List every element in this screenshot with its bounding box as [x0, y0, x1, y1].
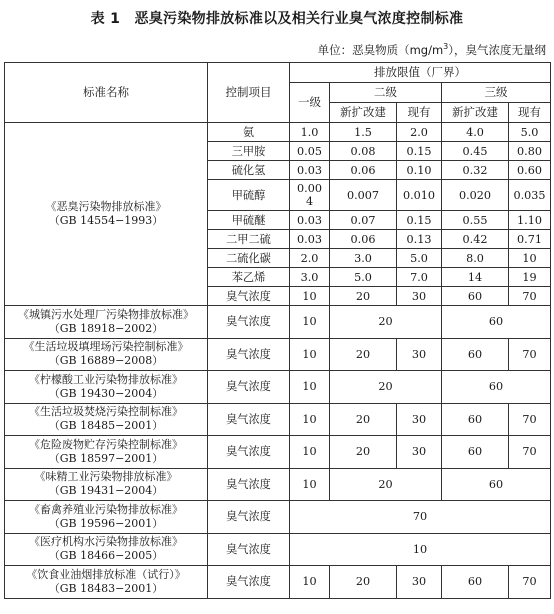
control-item: 甲硫醇: [208, 180, 290, 211]
level3-existing-value: 0.80: [509, 142, 551, 161]
level1-value: 0.03: [290, 161, 330, 180]
level2-existing-value: 5.0: [397, 249, 442, 268]
level2-new-value: 20: [330, 338, 397, 371]
table-row: [5, 371, 551, 404]
standard-name-cell: [5, 436, 208, 469]
standard-name-cell: [5, 338, 208, 371]
control-item: 甲硫醚: [208, 211, 290, 230]
level3-new-value: 14: [442, 268, 509, 287]
level3-new-value: 60: [442, 436, 509, 469]
level1-value: 10: [290, 468, 330, 501]
level2-new-value: 20: [330, 403, 397, 436]
level2-new-value: 3.0: [330, 249, 397, 268]
standard-title: 《柠檬酸工业污染物排放标准》: [29, 372, 183, 386]
level1-value: 10: [290, 371, 330, 404]
level3-value: 60: [442, 371, 551, 404]
level3-new-value: 0.32: [442, 161, 509, 180]
level3-existing-value: 5.0: [509, 123, 551, 142]
control-item: 臭气浓度: [208, 403, 290, 436]
level3-new-value: 0.42: [442, 230, 509, 249]
standard-name-cell: [5, 123, 208, 306]
level2-existing-value: 30: [397, 436, 442, 469]
level3-new-value: 60: [442, 566, 509, 599]
level3-existing-value: 0.71: [509, 230, 551, 249]
control-item: 臭气浓度: [208, 501, 290, 534]
header-level3-new: 新扩改建: [442, 103, 509, 123]
standard-name-cell: [5, 501, 208, 534]
header-level3-existing: 现有: [509, 103, 551, 123]
level3-new-value: 0.020: [442, 180, 509, 211]
all-levels-value: 70: [290, 501, 551, 534]
standard-title: 《生活垃圾焚烧污染控制标准》: [29, 405, 183, 419]
standard-code: （GB 19596−2001）: [48, 516, 164, 530]
level1-value: 0.03: [290, 230, 330, 249]
table-row: [5, 306, 551, 339]
standard-name-cell: [5, 533, 208, 566]
table-row: [5, 123, 551, 142]
control-item: 苯乙烯: [208, 268, 290, 287]
level1-value: 0.03: [290, 211, 330, 230]
standard-name-cell: [5, 403, 208, 436]
all-levels-value: 10: [290, 533, 551, 566]
level3-existing-value: 0.035: [509, 180, 551, 211]
header-limit: 排放限值（厂界）: [290, 63, 551, 83]
control-item: 臭气浓度: [208, 436, 290, 469]
standard-title: 《城镇污水处理厂污染物排放标准》: [18, 307, 194, 321]
level2-new-value: 20: [330, 566, 397, 599]
level3-existing-value: 1.10: [509, 211, 551, 230]
control-item: 氨: [208, 123, 290, 142]
level3-existing-value: 70: [509, 338, 551, 371]
table-row: [5, 468, 551, 501]
standard-code: （GB 18483−2001）: [48, 581, 164, 595]
table-row: [5, 501, 551, 534]
control-item: 臭气浓度: [208, 566, 290, 599]
control-item: 三甲胺: [208, 142, 290, 161]
standard-name-cell: [5, 468, 208, 501]
level2-existing-value: 30: [397, 338, 442, 371]
level3-new-value: 60: [442, 287, 509, 306]
level3-new-value: 0.55: [442, 211, 509, 230]
level2-existing-value: 30: [397, 566, 442, 599]
header-level3: 三级: [442, 83, 551, 103]
level2-new-value: 0.06: [330, 161, 397, 180]
level2-existing-value: 0.010: [397, 180, 442, 211]
standard-code: （GB 19430−2004）: [48, 386, 164, 400]
level1-value: 10: [290, 566, 330, 599]
standard-code: （GB 14554−1993）: [48, 214, 164, 227]
level2-existing-value: 0.15: [397, 142, 442, 161]
standards-table: [4, 62, 551, 599]
level3-new-value: 8.0: [442, 249, 509, 268]
level2-value: 20: [330, 371, 442, 404]
standard-title: 《医疗机构水污染物排放标准》: [29, 535, 183, 549]
control-item: 臭气浓度: [208, 468, 290, 501]
standard-code: （GB 18918−2002）: [48, 321, 164, 335]
standard-title: 《饮食业油烟排放标准（试行）》: [26, 567, 186, 581]
control-item: 臭气浓度: [208, 371, 290, 404]
header-level2-existing: 现有: [397, 103, 442, 123]
level2-value: 20: [330, 468, 442, 501]
level3-existing-value: 70: [509, 403, 551, 436]
level2-new-value: 20: [330, 287, 397, 306]
table-row: [5, 566, 551, 599]
standard-title: 《危险废物贮存污染控制标准》: [29, 437, 183, 451]
control-item: 二甲二硫: [208, 230, 290, 249]
standard-name-cell: [5, 306, 208, 339]
level2-existing-value: 2.0: [397, 123, 442, 142]
level1-value: 1.0: [290, 123, 330, 142]
level2-new-value: 0.08: [330, 142, 397, 161]
level1-value: 10: [290, 287, 330, 306]
standard-name-cell: [5, 566, 208, 599]
level1-value: 10: [290, 306, 330, 339]
level3-new-value: 60: [442, 403, 509, 436]
level1-value: 10: [290, 403, 330, 436]
level3-existing-value: 70: [509, 287, 551, 306]
unit-note: 单位：恶臭物质$(mg/m^3)$，臭气浓度无量纲: [317, 42, 546, 57]
standard-code: （GB 16889−2008）: [48, 354, 164, 368]
control-item: 臭气浓度: [208, 287, 290, 306]
level2-new-value: 0.007: [330, 180, 397, 211]
level2-new-value: 1.5: [330, 123, 397, 142]
level1-value: 2.0: [290, 249, 330, 268]
level1-value: 0.004: [290, 180, 330, 211]
level3-new-value: 0.45: [442, 142, 509, 161]
standard-title: 《味精工业污染物排放标准》: [34, 470, 178, 484]
table-title: 表 1 恶臭污染物排放标准以及相关行业臭气浓度控制标准: [90, 11, 464, 27]
standard-title: 《畜禽养殖业污染物排放标准》: [29, 502, 183, 516]
level2-existing-value: 0.10: [397, 161, 442, 180]
standard-title: 《恶臭污染物排放标准》: [45, 200, 167, 213]
standard-code: （GB 18597−2001）: [48, 451, 164, 465]
level2-new-value: 20: [330, 436, 397, 469]
control-item: 臭气浓度: [208, 533, 290, 566]
control-item: 臭气浓度: [208, 306, 290, 339]
level2-existing-value: 0.13: [397, 230, 442, 249]
standard-code: （GB 18485−2001）: [48, 419, 164, 433]
standard-title: 《生活垃圾填埋场污染控制标准》: [23, 340, 189, 354]
level2-existing-value: 7.0: [397, 268, 442, 287]
table-row: [5, 436, 551, 469]
level1-value: 10: [290, 338, 330, 371]
header-level1: 一级: [290, 83, 330, 123]
table-row: [5, 403, 551, 436]
control-item: 二硫化碳: [208, 249, 290, 268]
level2-new-value: 0.07: [330, 211, 397, 230]
control-item: 臭气浓度: [208, 338, 290, 371]
level3-existing-value: 70: [509, 436, 551, 469]
level3-new-value: 4.0: [442, 123, 509, 142]
level1-value: 10: [290, 436, 330, 469]
standard-name-cell: [5, 371, 208, 404]
level3-existing-value: 19: [509, 268, 551, 287]
header-level2: 二级: [330, 83, 442, 103]
level2-existing-value: 30: [397, 287, 442, 306]
level2-value: 20: [330, 306, 442, 339]
level2-existing-value: 0.15: [397, 211, 442, 230]
table-row: [5, 338, 551, 371]
level3-existing-value: 0.60: [509, 161, 551, 180]
level1-value: 3.0: [290, 268, 330, 287]
level2-new-value: 5.0: [330, 268, 397, 287]
level3-value: 60: [442, 468, 551, 501]
level3-existing-value: 70: [509, 566, 551, 599]
level2-new-value: 0.06: [330, 230, 397, 249]
level3-value: 60: [442, 306, 551, 339]
control-item: 硫化氢: [208, 161, 290, 180]
standard-code: （GB 19431−2004）: [48, 484, 164, 498]
header-level2-new: 新扩改建: [330, 103, 397, 123]
level3-existing-value: 10: [509, 249, 551, 268]
level2-existing-value: 30: [397, 403, 442, 436]
table-row: [5, 533, 551, 566]
level3-new-value: 60: [442, 338, 509, 371]
standard-code: （GB 18466−2005）: [48, 549, 164, 563]
level1-value: 0.05: [290, 142, 330, 161]
header-std-name: 标准名称: [5, 63, 208, 123]
header-item: 控制项目: [208, 63, 290, 123]
